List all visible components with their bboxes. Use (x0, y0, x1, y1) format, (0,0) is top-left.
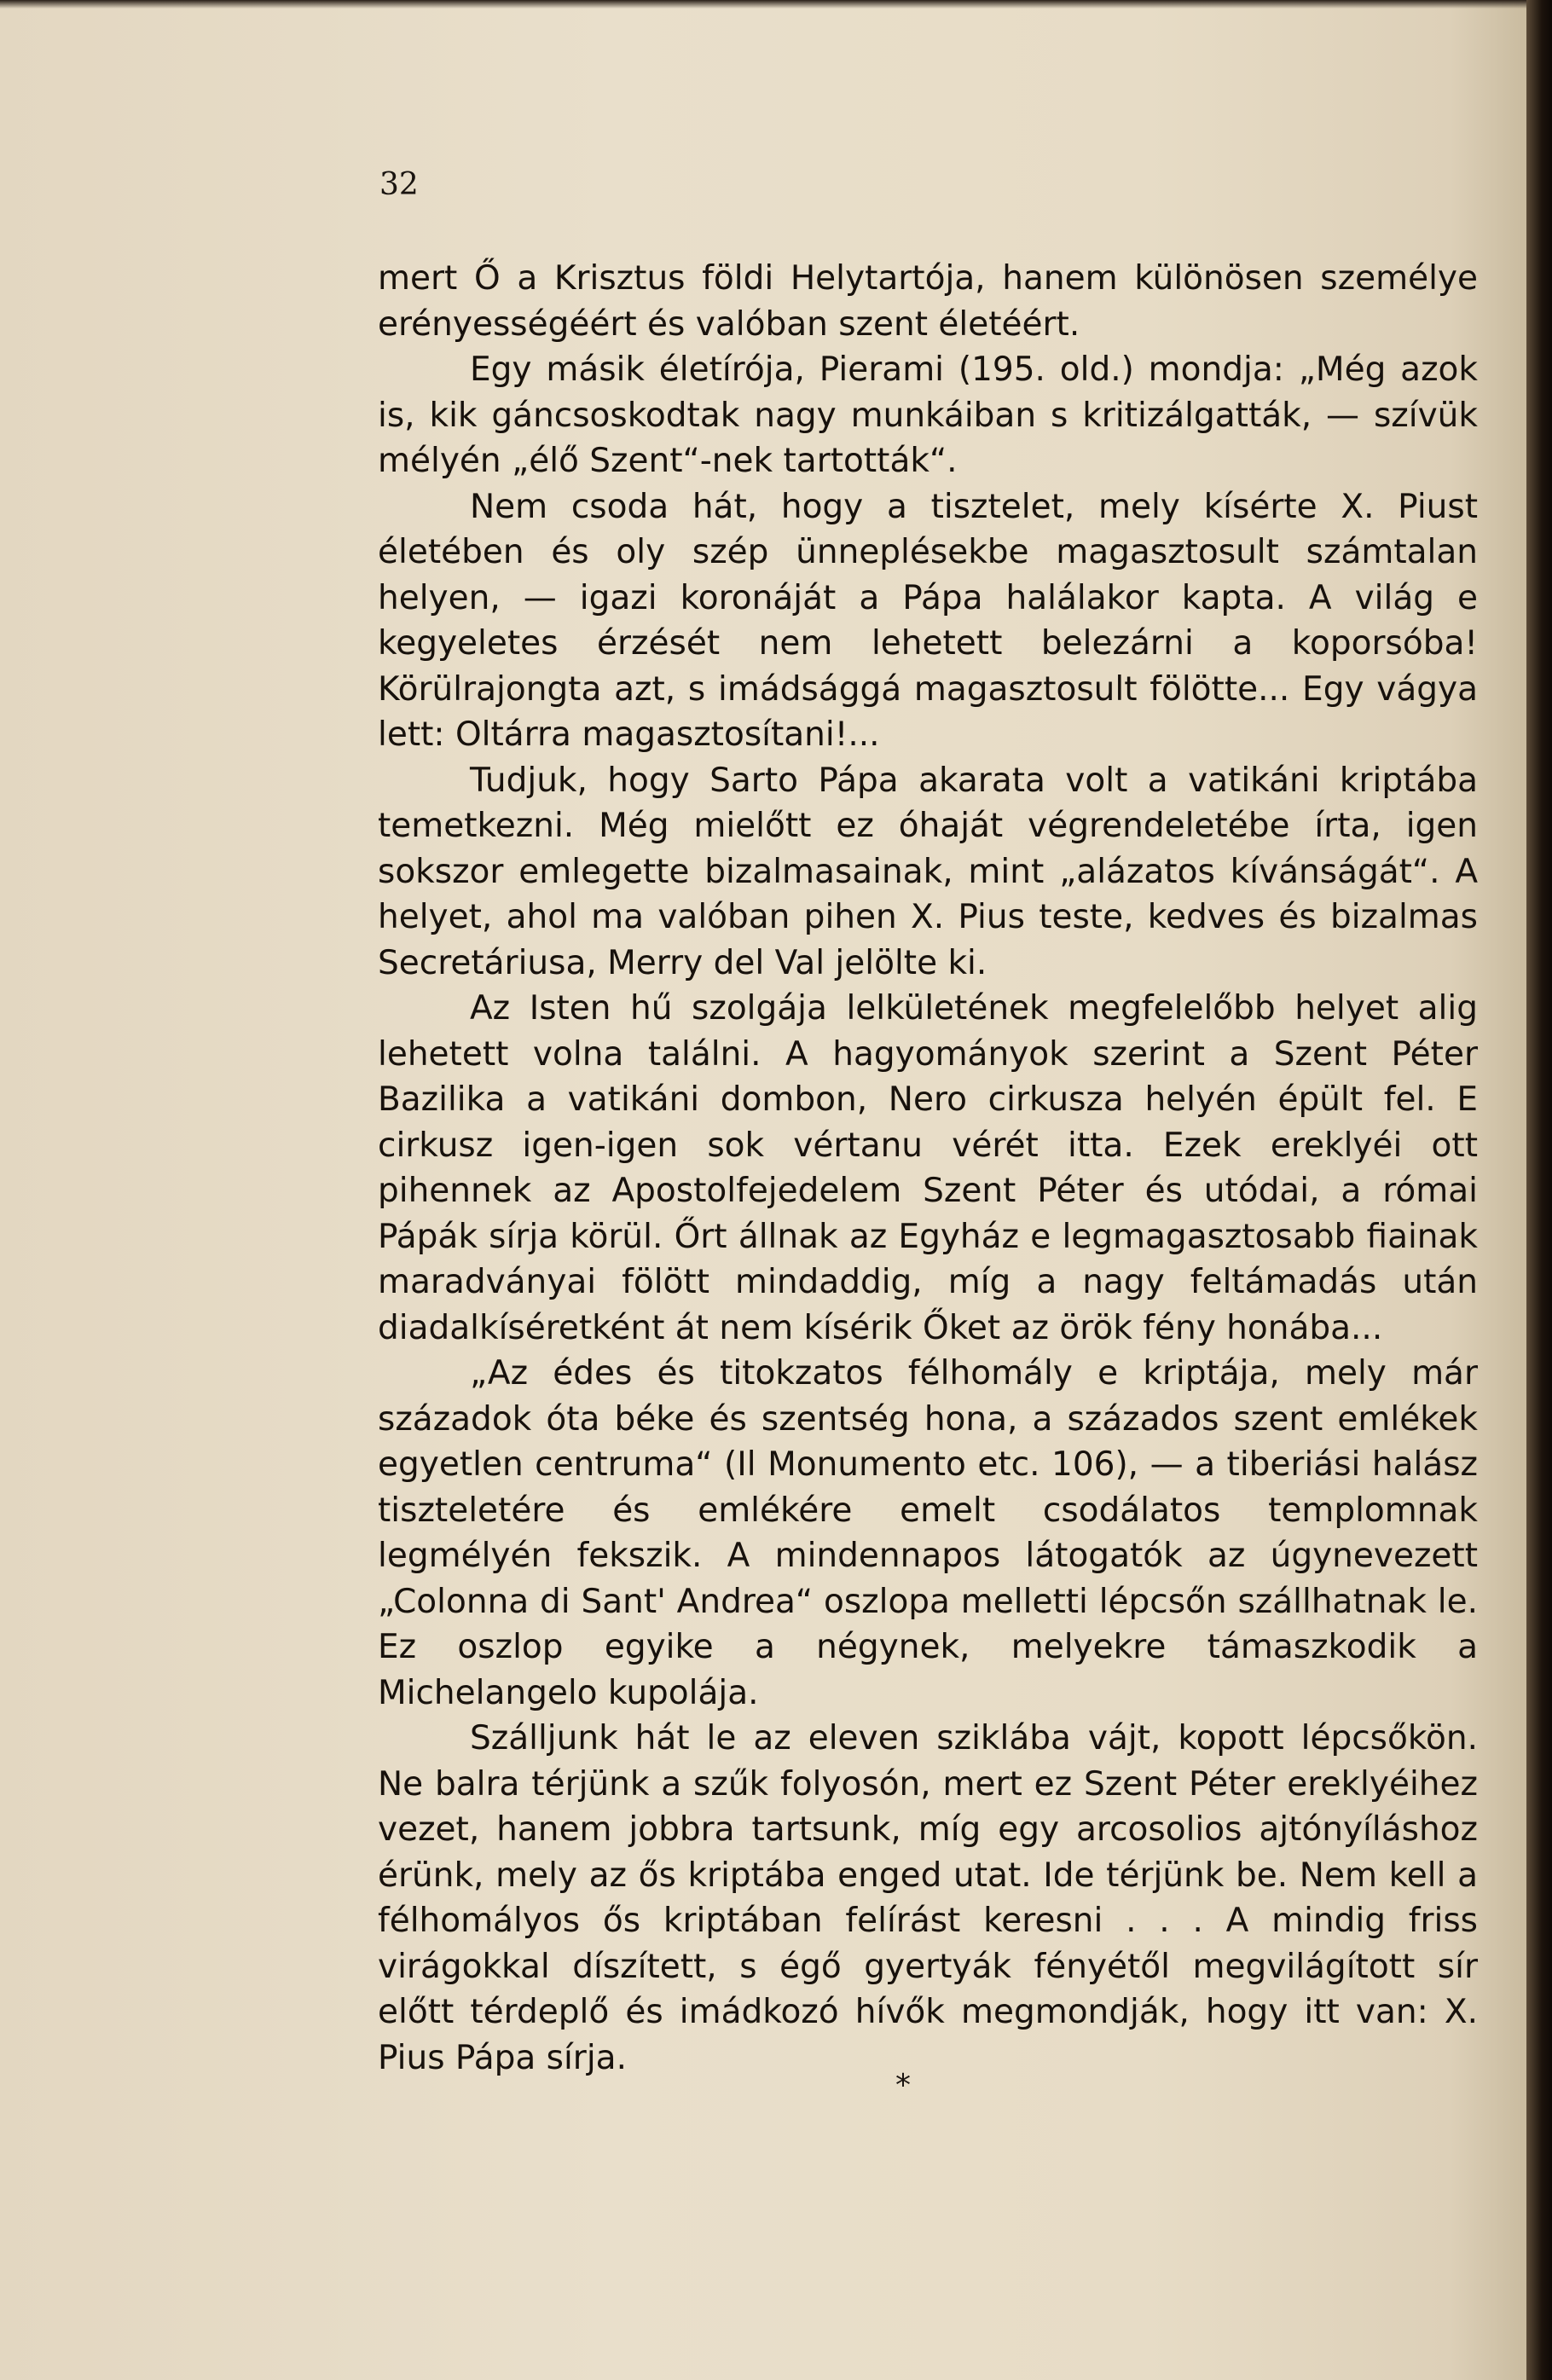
section-ornament: * (895, 2068, 911, 2103)
page-edge-shadow (1526, 0, 1552, 2380)
paragraph-7: Szálljunk hát le az eleven sziklába vájt, kopott lépcsőkön. Ne balra térjünk a szűk folyosón, mert ez Szent Péter ereklyéihez vezet, hanem jobbra tartsunk, míg egy arcosolios ajtónyíláshoz érünk, mely az ős kriptába enged utat. Ide térjünk be. Nem kell a félhomályos ős kriptában felírást keresni . . . A mindig friss virágokkal díszített, s égő gyertyák fényétől megvilágított sír előtt térdeplő és imádkozó hívők megmondják, hogy itt van: X. Pius Pápa sírja. (378, 1719, 1478, 2077)
paragraph-2: Egy másik életírója, Pierami (195. old.) mondja: „Még azok is, kik gáncsoskodtak nagy munkáiban s kritizálgatták, — szívük mélyén „élő Szent“-nek tartották“. (378, 350, 1478, 480)
paragraph-4: Tudjuk, hogy Sarto Pápa akarata volt a vatikáni kriptába temetkezni. Még mielőtt ez óhaját végrendeletébe írta, igen sokszor emlegette bizalmasainak, mint „alázatos kívánságát“. A helyet, ahol ma valóban pihen X. Pius teste, kedves és bizalmas Secretáriusa, Merry del Val jelölte ki. (378, 761, 1478, 982)
paragraph-1: mert Ő a Krisztus földi Helytartója, hanem különösen személye erényességéért és valóban szent életéért. (378, 259, 1478, 344)
paragraph-3: Nem csoda hát, hogy a tisztelet, mely kísérte X. Piust életében és oly szép ünneplésekbe magasztosult számtalan helyen, — igazi koronáját a Pápa halálakor kapta. A világ e kegyeletes érzését nem lehetett belezárni a koporsóba! Körülrajongta azt, s imádsággá magasztosult fölötte... Egy vágya lett: Oltárra magasztosítani!... (378, 487, 1478, 754)
paragraph-6: „Az édes és titokzatos félhomály e kriptája, mely már századok óta béke és szentség hona, a százados szent emlékek egyetlen centruma“ (Il Monumento etc. 106), — a tiberiási halász tiszteletére és emlékére emelt csodálatos templomnak legmélyén fekszik. A mindennapos látogatók az úgynevezett „Colonna di Sant' Andrea“ oszlopa melletti lépcsőn szállhatnak le. Ez oszlop egyike a négynek, melyekre támaszkodik a Michelangelo kupolája. (378, 1354, 1478, 1712)
page-number: 32 (379, 167, 419, 202)
paragraph-5: Az Isten hű szolgája lelkületének megfelelőbb helyet alig lehetett volna találni. A hagyományok szerint a Szent Péter Bazilika a vatikáni dombon, Nero cirkusza helyén épült fel. E cirkusz igen-igen sok vértanu vérét itta. Ezek ereklyéi ott pihennek az Apostolfejedelem Szent Péter és utódai, a római Pápák sírja körül. Őrt állnak az Egyház e legmagasztosabb fiainak maradványai fölött mindaddig, míg a nagy feltámadás után diadalkíséretként át nem kísérik Őket az örök fény honába... (378, 989, 1478, 1347)
body-text (378, 256, 1478, 2081)
page-top-shadow (0, 0, 1526, 9)
